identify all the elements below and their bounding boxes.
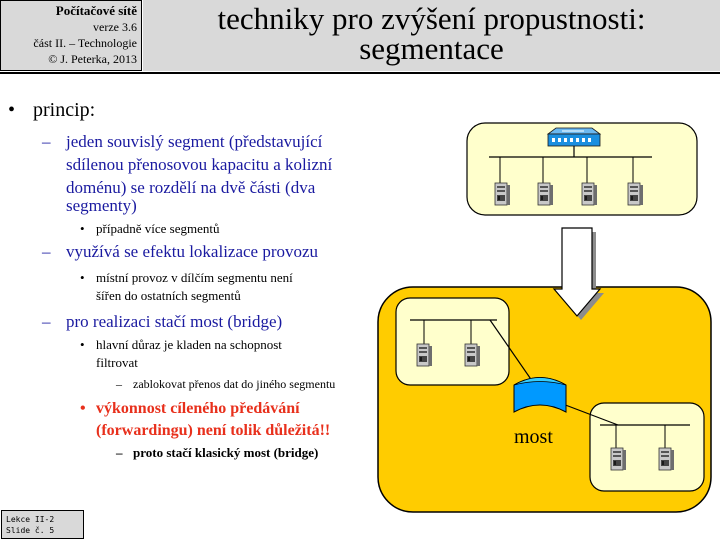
segment-left (396, 298, 509, 385)
item3: pro realizaci stačí most (bridge) (66, 312, 283, 331)
item3-subsub: zablokovat přenos dat do jiného segmentu (133, 377, 336, 391)
bullet-dot-icon: • (80, 337, 85, 352)
bullet-dot-icon: • (8, 99, 16, 121)
item1-sub: případně více segmentů (96, 221, 220, 236)
computer-icon (659, 448, 674, 470)
computer-icon (611, 448, 626, 470)
bullet-dot-icon: • (80, 400, 86, 417)
item2-sub-line1: místní provoz v dílčím segmentu není (96, 270, 293, 285)
item1-line2: sdílenou přenosovou kapacitu a kolizní (66, 155, 333, 174)
bullet-dot-icon: • (80, 221, 85, 236)
title-line-2: segmentace (359, 31, 504, 66)
slide-footer (1, 510, 84, 539)
item1-line3: doménu) se rozdělí na dvě části (dva (66, 178, 316, 197)
item3-bold: proto stačí klasický most (bridge) (133, 445, 319, 460)
single-segment-network (467, 123, 697, 215)
slide-number: Slide č. 5 (6, 526, 55, 535)
computer-icon (417, 344, 432, 366)
segment-right (590, 403, 704, 491)
dash-icon: – (42, 312, 51, 331)
item3-sub-line2: filtrovat (96, 355, 138, 370)
item1-line4: segmenty) (66, 196, 137, 215)
dash-icon: – (42, 132, 51, 151)
dash-icon: – (42, 242, 51, 261)
item3-red-line2: (forwardingu) není tolik důležitá!! (96, 422, 331, 439)
item1-line1: jeden souvislý segment (představující (66, 132, 323, 151)
item3-sub-line1: hlavní důraz je kladen na schopnost (96, 337, 282, 352)
item3-red-line1: výkonnost cíleného předávání (96, 400, 300, 417)
computer-icon (538, 183, 553, 205)
dash-icon: – (116, 377, 122, 391)
item2: využívá se efektu lokalizace provozu (66, 242, 319, 261)
computer-icon (495, 183, 510, 205)
item2-sub-line2: šířen do ostatních segmentů (96, 288, 241, 303)
computer-icon (582, 183, 597, 205)
part: část II. – Technologie (33, 36, 137, 50)
bullet-dot-icon: • (80, 270, 85, 285)
bridge-label: most (514, 426, 553, 448)
computer-icon (465, 344, 480, 366)
author: © J. Peterka, 2013 (48, 52, 137, 66)
principle-heading: princip: (33, 99, 96, 121)
title-line-1: techniky pro zvýšení propustnosti: (217, 1, 646, 36)
hub-icon (548, 128, 600, 146)
version: verze 3.6 (93, 20, 137, 34)
dash-icon: – (116, 445, 123, 460)
computer-icon (628, 183, 643, 205)
lesson-number: Lekce II-2 (6, 515, 55, 524)
course-name: Počítačové sítě (55, 3, 137, 18)
